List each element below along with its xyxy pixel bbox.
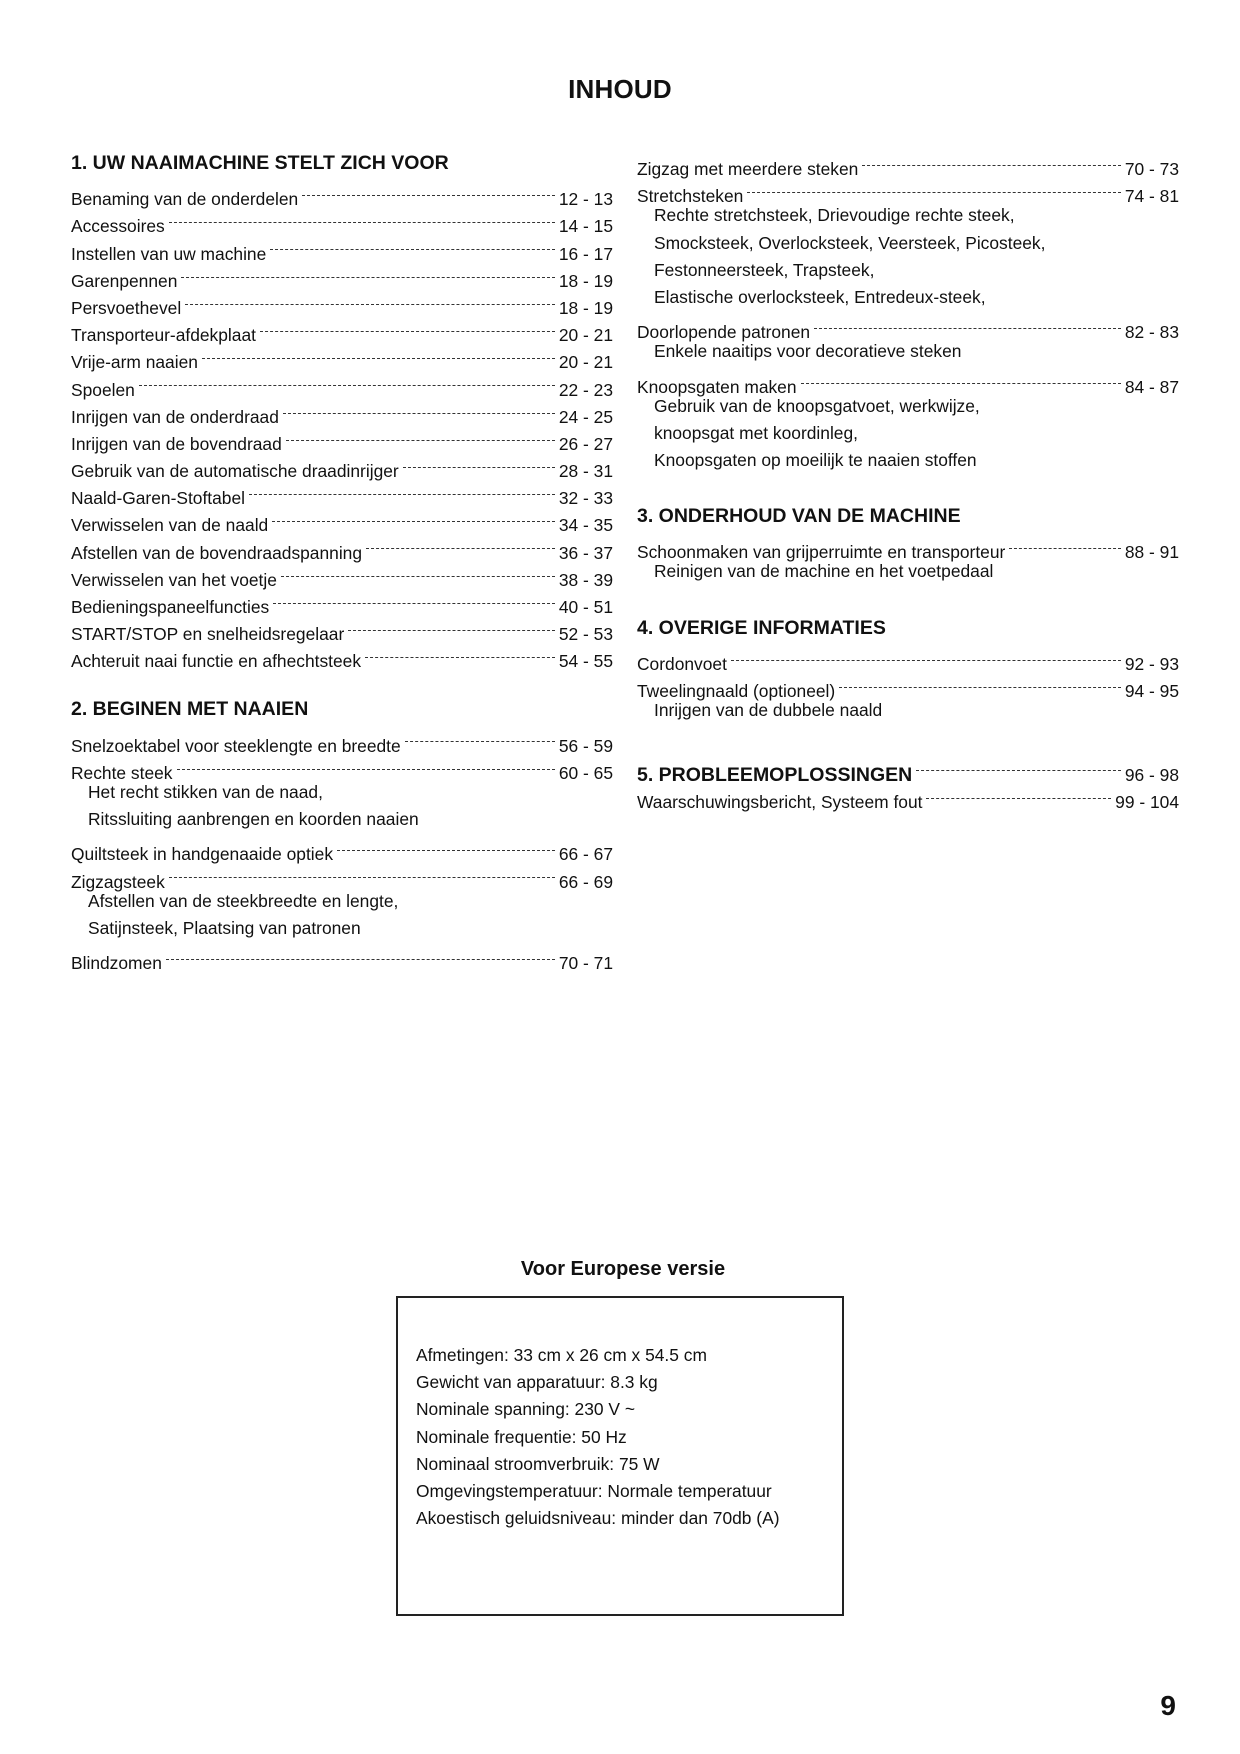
toc-entry-pages: 74 - 81 (1124, 186, 1179, 207)
toc-entry-pages: 88 - 91 (1124, 542, 1179, 563)
toc-entry-pages: 26 - 27 (558, 433, 613, 454)
toc-entry-label: Inrijgen van de onderdraad (71, 406, 279, 427)
toc-entry (637, 148, 1179, 180)
spec-line: Afmetingen: 33 cm x 26 cm x 54.5 cm (416, 1345, 707, 1365)
toc-entry-pages: 66 - 69 (558, 871, 613, 892)
toc-entry-pages: 99 - 104 (1115, 792, 1179, 813)
leader-dots (181, 260, 554, 287)
toc-entry-label: 5. PROBLEEMOPLOSSINGEN (637, 764, 913, 787)
toc-entry-label: Inrijgen van de bovendraad (71, 433, 282, 454)
toc-subentry: Festonneersteek, Trapsteek, (654, 259, 875, 280)
leader-dots (283, 396, 555, 423)
toc-entry-pages: 84 - 87 (1124, 376, 1179, 397)
toc-entry-pages: 54 - 55 (558, 651, 613, 672)
spec-line: Nominale frequentie: 50 Hz (416, 1426, 627, 1447)
toc-subentry: Rechte stretchsteek, Drievoudige rechte steek, (654, 205, 1015, 226)
toc-subentry: Enkele naaitips voor decoratieve steken (654, 341, 962, 362)
toc-entry-pages: 18 - 19 (558, 297, 613, 318)
european-version-title: Voor Europese versie (520, 1258, 726, 1280)
toc-entry-pages: 18 - 19 (558, 270, 613, 291)
leader-dots (403, 450, 555, 477)
leader-dots (281, 559, 555, 586)
toc-entry-label: Bedieningspaneelfuncties (71, 597, 270, 617)
toc-entry (71, 396, 613, 427)
toc-entry-pages: 28 - 31 (558, 461, 613, 482)
toc-entry-label: Garenpennen (71, 270, 178, 291)
leader-dots (202, 341, 555, 368)
toc-entry-label: Gebruik van de automatische draadinrijger (71, 461, 399, 482)
toc-entry-pages: 94 - 95 (1124, 681, 1179, 701)
section-heading: 2. BEGINEN MET NAAIEN (71, 698, 309, 721)
toc-subentry: Inrijgen van de dubbele naald (654, 700, 883, 720)
toc-entry-label: Waarschuwingsbericht, Systeem fout (637, 792, 923, 813)
leader-dots (270, 232, 555, 259)
toc-subentry: Knoopsgaten op moeilijk te naaien stoffen (654, 450, 977, 471)
page-title: INHOUD (568, 74, 672, 104)
toc-left-column (71, 148, 613, 996)
toc-entry-label: Transporteur-afdekplaat (71, 325, 256, 346)
toc-entry-label: Benaming van de onderdelen (71, 189, 299, 210)
section-heading: 4. OVERIGE INFORMATIES (637, 616, 886, 639)
leader-dots (249, 477, 555, 504)
toc-entry-pages: 60 - 65 (558, 762, 613, 783)
toc-section (637, 751, 1179, 813)
toc-entry-label: Verwisselen van het voetje (71, 569, 277, 590)
toc-section (71, 148, 613, 672)
toc-entry-pages: 82 - 83 (1124, 322, 1179, 343)
leader-dots (926, 781, 1111, 808)
toc-entry-pages: 40 - 51 (558, 597, 613, 617)
toc-subentry: Satijnsteek, Plaatsing van patronen (88, 917, 361, 938)
spec-line: Akoestisch geluidsniveau: minder dan 70db (A) (416, 1508, 780, 1529)
section-heading: 3. ONDERHOUD VAN DE MACHINE (637, 505, 961, 528)
toc-entry-label: Spoelen (71, 379, 135, 400)
toc-entry-pages: 56 - 59 (558, 735, 613, 756)
toc-subentry: Het recht stikken van de naad, (88, 781, 323, 802)
toc-entry-pages: 34 - 35 (558, 515, 613, 536)
leader-dots (166, 942, 555, 969)
leader-dots (169, 205, 555, 232)
toc-entry-label: Tweelingnaald (optioneel) (637, 681, 836, 701)
toc-subentry: knoopsgat met koordinleg, (654, 422, 858, 443)
leader-dots (337, 833, 555, 860)
toc-entry-label: Verwisselen van de naald (71, 515, 269, 536)
toc-entry-pages: 16 - 17 (558, 243, 613, 264)
leader-dots (185, 287, 555, 314)
toc-entry-label: Achteruit naai functie en afhechtsteek (71, 651, 362, 672)
toc-entry-label: Vrije-arm naaien (71, 352, 198, 373)
leader-dots (177, 752, 555, 779)
toc-entry-label: Instellen van uw machine (71, 243, 267, 264)
toc-entry-pages: 70 - 71 (558, 953, 613, 974)
toc-entry-pages: 12 - 13 (558, 189, 613, 210)
leader-dots (405, 724, 555, 751)
toc-entry-label: START/STOP en snelheidsregelaar (71, 624, 345, 645)
toc-entry-label: Naald-Garen-Stoftabel (71, 488, 245, 509)
toc-entry-label: Cordonvoet (637, 653, 727, 674)
toc-entry-label: Doorlopende patronen (637, 322, 811, 343)
leader-dots (814, 311, 1121, 338)
toc-entry-pages: 20 - 21 (558, 352, 613, 373)
toc-entry (637, 751, 1179, 787)
toc-entry (637, 366, 1179, 397)
toc-entry-label: Snelzoektabel voor steeklengte en breedte (71, 735, 401, 756)
toc-entry-label: Schoonmaken van grijperruimte en transporteur (637, 542, 1006, 563)
toc-entry-pages: 24 - 25 (558, 406, 613, 427)
leader-dots (1009, 531, 1121, 558)
page-number: 9 (1160, 1690, 1176, 1721)
toc-entry-pages: 52 - 53 (558, 624, 613, 645)
spec-line: Nominaal stroomverbruik: 75 W (416, 1453, 660, 1474)
toc-section (637, 148, 1179, 474)
toc-entry-pages: 70 - 73 (1124, 159, 1179, 180)
toc-entry-label: Persvoethevel (71, 297, 182, 318)
leader-dots (862, 148, 1120, 175)
leader-dots (260, 314, 555, 341)
toc-subentry: Smocksteek, Overlocksteek, Veersteek, Picosteek, (654, 232, 1046, 253)
toc-entry (71, 724, 613, 756)
toc-entry (71, 833, 613, 865)
toc-entry-pages: 92 - 93 (1124, 653, 1179, 674)
toc-section (71, 694, 613, 974)
toc-entry-label: Blindzomen (71, 953, 162, 974)
toc-entry (71, 178, 613, 210)
toc-subentry: Reinigen van de machine en het voetpedaal (654, 561, 994, 582)
toc-subentry: Elastische overlocksteek, Entredeux-steek, (654, 286, 986, 307)
toc-entry (71, 942, 613, 974)
toc-entry (637, 531, 1179, 563)
leader-dots (169, 860, 555, 887)
toc-entry (637, 311, 1179, 343)
toc-section (637, 613, 1179, 725)
toc-entry-pages: 22 - 23 (558, 379, 613, 400)
leader-dots (366, 531, 555, 558)
leader-dots (139, 368, 555, 395)
leader-dots (916, 751, 1121, 781)
toc-entry-pages: 14 - 15 (558, 216, 613, 237)
toc-subentry: Afstellen van de steekbreedte en lengte, (88, 890, 399, 911)
leader-dots (839, 670, 1121, 697)
toc-entry-label: Knoopsgaten maken (637, 376, 797, 397)
toc-subentry: Ritssluiting aanbrengen en koorden naaien (88, 808, 419, 829)
toc-entry-label: Accessoires (71, 216, 165, 237)
spec-box (396, 1296, 844, 1616)
spec-line: Omgevingstemperatuur: Normale temperatuur (416, 1480, 772, 1501)
toc-entry-label: Zigzag met meerdere steken (637, 159, 859, 180)
leader-dots (365, 640, 555, 667)
leader-dots (731, 643, 1121, 670)
toc-entry-label: Afstellen van de bovendraadspanning (71, 542, 363, 563)
leader-dots (801, 366, 1121, 393)
toc-entry-pages: 36 - 37 (558, 542, 613, 563)
toc-entry-label: Stretchsteken (637, 186, 744, 207)
toc-entry (637, 643, 1179, 674)
spec-line: Gewicht van apparatuur: 8.3 kg (416, 1372, 658, 1393)
toc-entry-pages: 38 - 39 (558, 569, 613, 590)
leader-dots (272, 504, 555, 531)
toc-entry-label: Rechte steek (71, 762, 173, 783)
toc-subentry: Gebruik van de knoopsgatvoet, werkwijze, (654, 395, 980, 416)
leader-dots (302, 178, 555, 205)
spec-line: Nominale spanning: 230 V ~ (416, 1399, 635, 1420)
toc-entry-pages: 96 - 98 (1124, 765, 1179, 786)
leader-dots (348, 613, 555, 640)
section-heading: 1. UW NAAIMACHINE STELT ZICH VOOR (71, 152, 449, 174)
toc-entry (71, 368, 613, 400)
toc-entry-pages: 20 - 21 (558, 325, 613, 346)
toc-entry-label: Quiltsteek in handgenaaide optiek (71, 844, 334, 865)
toc-right-column (637, 148, 1179, 835)
leader-dots (286, 423, 555, 450)
toc-section (637, 501, 1179, 585)
toc-entry-pages: 32 - 33 (558, 488, 613, 509)
leader-dots (747, 175, 1121, 202)
leader-dots (273, 586, 555, 613)
toc-entry-label: Zigzagsteek (71, 871, 165, 892)
toc-entry-pages: 66 - 67 (558, 844, 613, 865)
